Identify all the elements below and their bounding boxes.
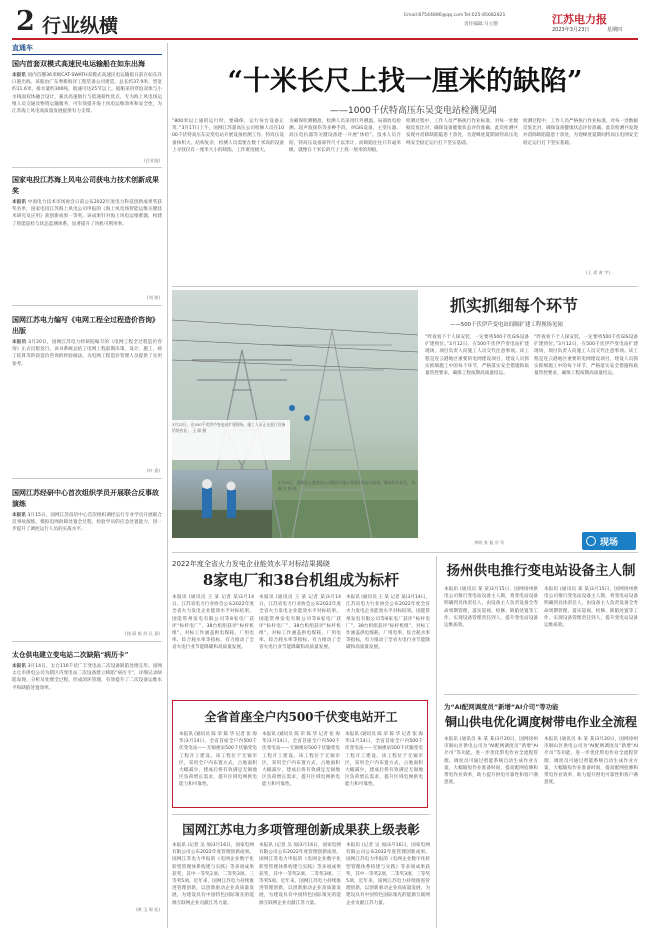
bottom-right-top-col-1: 本报讯 (通讯员 某 某)3月15日，国网扬州供电公司推行变电站设备主人制，将变电站设备明确到具体责任人，由设备主人负责设备全寿命周期管理，落实巡视、检修、缺陷处置等工作，实现设备管理责任到人，提升变电站设备运维质效。 bbox=[444, 587, 538, 629]
bottom-right-bottom-col-1: 本报讯 (通讯员 朱 某 某)3月20日，国网徐州市铜山区供电公司为“AI配网调度员”新增“AI介司”等功能，进一步优化带电作业全流程管理。调度员可通过智能系统自动生成作业方案，大幅缩短作业准备时间，提高配网抢修和带电作业效率，助力提升供电可靠性和客户满意度。 bbox=[444, 737, 538, 786]
paper-name: 江苏电力报 bbox=[552, 13, 607, 26]
mid-subhead: ——500千伏伊芦变电站间隔扩建工程现场见闻 bbox=[450, 322, 563, 328]
divider bbox=[12, 167, 162, 168]
lead-authors: (王 爱 黄 宇) bbox=[586, 270, 611, 275]
brief-1-author: (任业旭) bbox=[144, 158, 160, 163]
photo-1-credit: 王 闻 摄 bbox=[192, 428, 207, 433]
bottom-center-col-1: 本报讯 (记者 吴 加)3月16日，国家电网有限公司公布2022年度管理创新成果。国网江苏电力申报的《电网企业数字化转型管理体系构建与实践》等多项成果获奖，其中一等奖2项、二等奖3项、三等奖5项。近年来，国网江苏电力持续推进管理创新，以创新驱动企业高质量发展，为建设具有中国特色国际领先的能源互联网企业贡献江苏力量。 bbox=[172, 843, 254, 906]
header-rule bbox=[12, 38, 638, 40]
brief-4-title: 国网江苏经研中心首次组织学员开展联合反事故演练 bbox=[12, 488, 159, 508]
brief-5-text: 3月14日，太仓110千伏广丰变电站二次设备缺陷处理完毕。国网太仓市供电公司为辖区内变电站二次设备建立缺陷“病历卡”，详细记录缺陷发现、分析及处理全过程，形成闭环管理，有效提升了二次设备运维水平和缺陷处置效率。 bbox=[12, 664, 162, 691]
badge-label: 现场 bbox=[600, 538, 619, 548]
bottom-left-col-1: 本报讯 (通讯员 王 某 记者 某)3月14日，江苏省电力行业协会公布2022年度全省火力发电企业能效水平对标结果。国能常州发电有限公司等8家电厂获评“标杆电厂”，38台机组获评“标杆机组”。对标工作涵盖供电煤耗、厂用电率、综合耗水率等指标，有力推动了全省火电行业节能降碳和高质量发展。 bbox=[172, 595, 254, 651]
divider bbox=[172, 286, 638, 287]
divider bbox=[12, 305, 162, 306]
brief-3-author: (叶 嘉) bbox=[147, 468, 160, 473]
mid-col-1: “昨夜看下个人探安装，一定要将500千伏GIS设备扩建到位。”3月12日，在500千伏伊芦变电站扩建现场，项目负责人向施工人员交代注意事项。该工程是连云港地区重要的电网建设项目，建设人员抓实抓细施工中的每个环节，严格落实安全措施和质量管控要求，确保工程按期高质量投运。 bbox=[425, 335, 529, 377]
lead-col-3: 检测过程中，工作人员严格执行作业标准，对每一处数据反复比对，确保设备健康状态评价准确。此次检测共发现并消除缺陷隐患十余处，为迎峰度夏期间特高压电网安全稳定运行打下坚实基础。 bbox=[406, 119, 518, 146]
divider bbox=[12, 641, 162, 642]
header-editor: 责任编辑:马立德 bbox=[464, 22, 498, 27]
divider bbox=[172, 552, 638, 553]
xianchang-badge bbox=[582, 532, 636, 550]
brief-1-tag: 本报讯 bbox=[12, 73, 26, 78]
bottom-center-col-3: 本报讯 (记者 吴 加)3月16日，国家电网有限公司公布2022年度管理创新成果。国网江苏电力申报的《电网企业数字化转型管理体系构建与实践》等多项成果获奖，其中一等奖2项、二等奖3项、三等奖5项。近年来，国网江苏电力持续推进管理创新，以创新驱动企业高质量发展，为建设具有中国特色国际领先的能源互联网企业贡献江苏力量。 bbox=[346, 843, 430, 906]
mid-col-2: “昨夜看下个人探安装，一定要将500千伏GIS设备扩建到位。”3月12日，在500千伏伊芦变电站扩建现场，项目负责人向施工人员交代注意事项。该工程是连云港地区重要的电网建设项目，建设人员抓实抓细施工中的每个环节，严格落实安全措施和质量管控要求，确保工程按期高质量投运。 bbox=[534, 335, 638, 377]
bottom-left-kicker: 2022年度全省火力发电企业能效水平对标结果揭晓 bbox=[172, 560, 330, 568]
bottom-right-bottom-title: 铜山供电优化调度树带电作业全流程 bbox=[444, 715, 637, 729]
boxed-col-3: 本报讯 (通讯员 陈 荣 陈 华 记者 张 海 华)3月14日，全省首座全户内500千伏变电站——无锡惠泉500千伏输变电工程开工建设。该工程位于无锡市区，采用全户内布置方式，占地面积大幅减少，建成后将有效满足无锡地区负荷增长需求，提升区域电网供电能力和可靠性。 bbox=[345, 732, 423, 788]
bottom-left-col-3: 本报讯 (通讯员 王 某 记者 某)3月14日，江苏省电力行业协会公布2022年度全省火力发电企业能效水平对标结果。国能常州发电有限公司等8家电厂获评“标杆电厂”，38台机组获评“标杆机组”。对标工作涵盖供电煤耗、厂用电率、综合耗水率等指标，有力推动了全省火电行业节能降碳和高质量发展。 bbox=[346, 595, 430, 651]
page-number: 2 bbox=[16, 6, 35, 37]
brief-5-title: 太仓供电建立变电站二次缺陷“病历卡” bbox=[12, 651, 129, 659]
column-label-rule bbox=[12, 54, 162, 55]
brief-4-author: (钱 蔚 陈 苏 孔 嘉) bbox=[124, 631, 160, 636]
boxed-title: 全省首座全户内500千伏变电站开工 bbox=[204, 710, 398, 724]
bottom-left-headline: 8家电厂和38台机组成为标杆 bbox=[202, 571, 400, 589]
brief-5-author: (黄 玉 周 佳) bbox=[135, 907, 160, 912]
lead-col-4: 检测过程中，工作人员严格执行作业标准，对每一处数据反复比对，确保设备健康状态评价准确。此次检测共发现并消除缺陷隐患十余处，为迎峰度夏期间特高压电网安全稳定运行打下坚实基础。 bbox=[523, 119, 638, 146]
section-title: 行业纵横 bbox=[42, 15, 119, 37]
bottom-right-top-col-2: 本报讯 (通讯员 某 某)3月15日，国网扬州供电公司推行变电站设备主人制，将变电站设备明确到具体责任人，由设备主人负责设备全寿命周期管理，落实巡视、检修、缺陷处置等工作，实现设备管理责任到人，提升变电站设备运维质效。 bbox=[544, 587, 638, 629]
brief-1-text: 国内首艘36米级CAT-SWATH双模式高速民电运输船日前在如东洋口港出海。该船由广东粤新海洋工程装备公司建造，总长约37.9米、型宽约11.6米，排水量约300吨，航速可达25节以上。船舶采用穿浪双体与小水线面双体融合设计，兼具高速航行与低速稳性优点，专为海上风电场运维人员交通及物资运输服务，可有效提升海上风电运维效率和安全性，为江苏海上风电高质量发展提供有力支撑。 bbox=[12, 73, 162, 115]
lead-col-1: “800米以上通的运行时，要确保，运行每台设备正常。”3月17日上午，国网江苏超高压公司检修人员在1000千伏特高压东吴变电站开展设备检测工作。特高压设备体积大、结构复杂，检测人员需要在数十米高的设备上寻找仅有一厘米大小的缺陷，工作难度极大。 bbox=[172, 119, 284, 153]
lead-subhead: ——1000千伏特高压东吴变电站检测见闻 bbox=[330, 106, 497, 116]
bottom-center-col-2: 本报讯 (记者 吴 加)3月16日，国家电网有限公司公布2022年度管理创新成果。国网江苏电力申报的《电网企业数字化转型管理体系构建与实践》等多项成果获奖，其中一等奖2项、二等奖3项、三等奖5项。近年来，国网江苏电力持续推进管理创新，以创新驱动企业高质量发展，为建设具有中国特色国际领先的能源互联网企业贡献江苏力量。 bbox=[259, 843, 341, 906]
brief-2-body bbox=[12, 199, 162, 295]
lead-col-2: 为确保检测精准，检测人员采用红外测温、局部放电检测、超声波探伤等多种手段，对GIS设备、主变压器、高压电抗器等关键设备逐一开展“体检”。技术人员介绍，特高压设备部件尺寸以米计，而缺陷往往只有毫米级，就像在十米长的尺子上找一厘米的刻痕。 bbox=[289, 119, 401, 153]
lead-headline: “十米长尺上找一厘米的缺陷” bbox=[227, 66, 583, 97]
brief-4-tag: 本报讯 bbox=[12, 513, 26, 518]
header-email: Email:87544886@qq.com bbox=[404, 13, 464, 18]
divider bbox=[12, 478, 162, 479]
header-date: 2023年3月23日 bbox=[552, 27, 590, 33]
brief-5-tag: 本报讯 bbox=[12, 664, 27, 669]
brief-1-title: 国内首套双模式高速民电运输船在如东出海 bbox=[12, 59, 145, 68]
brief-4-body bbox=[12, 512, 162, 630]
bottom-right-bottom-kicker: 为“AI配网调度员”新增“AI介司”等功能 bbox=[444, 703, 559, 711]
brief-3-title: 国网江苏电力编写《电网工程全过程造价咨询》出版 bbox=[12, 315, 159, 335]
worker-inspection-photo bbox=[172, 470, 272, 538]
bottom-center-title: 国网江苏电力多项管理创新成果获上级表彰 bbox=[182, 822, 420, 837]
photo-caption-1: 3月22日，在500千伏伊芦变电站扩建现场，施工人员正在进行设备吊装作业。 王 闻 摄 bbox=[170, 420, 290, 460]
mid-authors: 李明 张 振 宗 军 bbox=[474, 540, 505, 545]
column-label: 直通车 bbox=[12, 44, 33, 52]
highlight-box bbox=[172, 700, 428, 808]
brief-1-body bbox=[12, 72, 162, 158]
brief-3-body bbox=[12, 339, 162, 467]
column-rule bbox=[167, 43, 168, 928]
mid-title: 抓实抓细每个环节 bbox=[450, 296, 579, 315]
divider bbox=[444, 694, 638, 695]
left-column bbox=[12, 43, 162, 928]
page-header bbox=[12, 8, 640, 38]
brief-5-body bbox=[12, 663, 162, 905]
brief-3-text: 3月20日，国网江苏电力经研院编写的《电网工程全过程造价咨询》正式出版发行。该书系统总结了电网工程前期决策、设计、施工、竣工结算等阶段造价咨询的经验做法，为电网工程造价管理人员提供了实用参考。 bbox=[12, 340, 162, 367]
brief-2-text: 中国电力技术市场协会日前公布2022年度电力科技创新成果奖获奖名单，国家电投江苏海上风电公司申报的《海上风电场智能运维关键技术研究及应用》获创新成果一等奖。该成果针对海上风电运维难题，构建了智能巡检与状态监测体系，显著提升了风机可利用率。 bbox=[12, 200, 162, 227]
brief-3-tag: 本报讯 bbox=[12, 340, 27, 345]
brief-4-text: 3月15日，国网江苏技培中心首次组织调控运行专业学员开展联合反事故演练，模拟电网故障处置全过程，检验学员的应急处置能力，进一步提升了调控运行人员的实战水平。 bbox=[12, 513, 162, 533]
column-rule bbox=[436, 556, 437, 928]
bottom-right-top-title: 扬州供电推行变电站设备主人制 bbox=[446, 563, 636, 579]
brief-2-author: (刘 果) bbox=[147, 295, 160, 300]
xianchang-icon bbox=[586, 536, 596, 546]
bottom-left-col-2: 本报讯 (通讯员 王 某 记者 某)3月14日，江苏省电力行业协会公布2022年度全省火力发电企业能效水平对标结果。国能常州发电有限公司等8家电厂获评“标杆电厂”，38台机组获评“标杆机组”。对标工作涵盖供电煤耗、厂用电率、综合耗水率等指标，有力推动了全省火电行业节能降碳和高质量发展。 bbox=[259, 595, 341, 651]
boxed-col-2: 本报讯 (通讯员 陈 荣 陈 华 记者 张 海 华)3月14日，全省首座全户内500千伏变电站——无锡惠泉500千伏输变电工程开工建设。该工程位于无锡市区，采用全户内布置方式，占地面积大幅减少，建成后将有效满足无锡地区负荷增长需求，提升区域电网供电能力和可靠性。 bbox=[262, 732, 340, 788]
photo-2-credit: 杜 颖 吴 海 摄 bbox=[278, 480, 416, 491]
brief-2-tag: 本报讯 bbox=[12, 200, 27, 205]
boxed-col-1: 本报讯 (通讯员 陈 荣 陈 华 记者 张 海 华)3月14日，全省首座全户内500千伏变电站——无锡惠泉500千伏输变电工程开工建设。该工程位于无锡市区，采用全户内布置方式，占地面积大幅减少，建成后将有效满足无锡地区负荷增长需求，提升区域电网供电能力和可靠性。 bbox=[179, 732, 257, 788]
header-weekday: 星期四 bbox=[607, 27, 623, 33]
divider bbox=[172, 814, 430, 815]
inset-photo bbox=[172, 470, 272, 538]
photo-caption-2: 3月20日，国网连云港供电公司组织对施工现场开展安全检查，确保作业安全。 杜 颖 吴 海 摄 bbox=[278, 480, 416, 491]
brief-2-title: 国家电投江苏海上风电公司获电力技术创新成果奖 bbox=[12, 175, 159, 195]
header-tel: Tel:025-85682821 bbox=[464, 13, 506, 18]
bottom-right-bottom-col-2: 本报讯 (通讯员 朱 某 某)3月20日，国网徐州市铜山区供电公司为“AI配网调度员”新增“AI介司”等功能，进一步优化带电作业全流程管理。调度员可通过智能系统自动生成作业方案，大幅缩短作业准备时间，提高配网抢修和带电作业效率，助力提升供电可靠性和客户满意度。 bbox=[544, 737, 638, 786]
